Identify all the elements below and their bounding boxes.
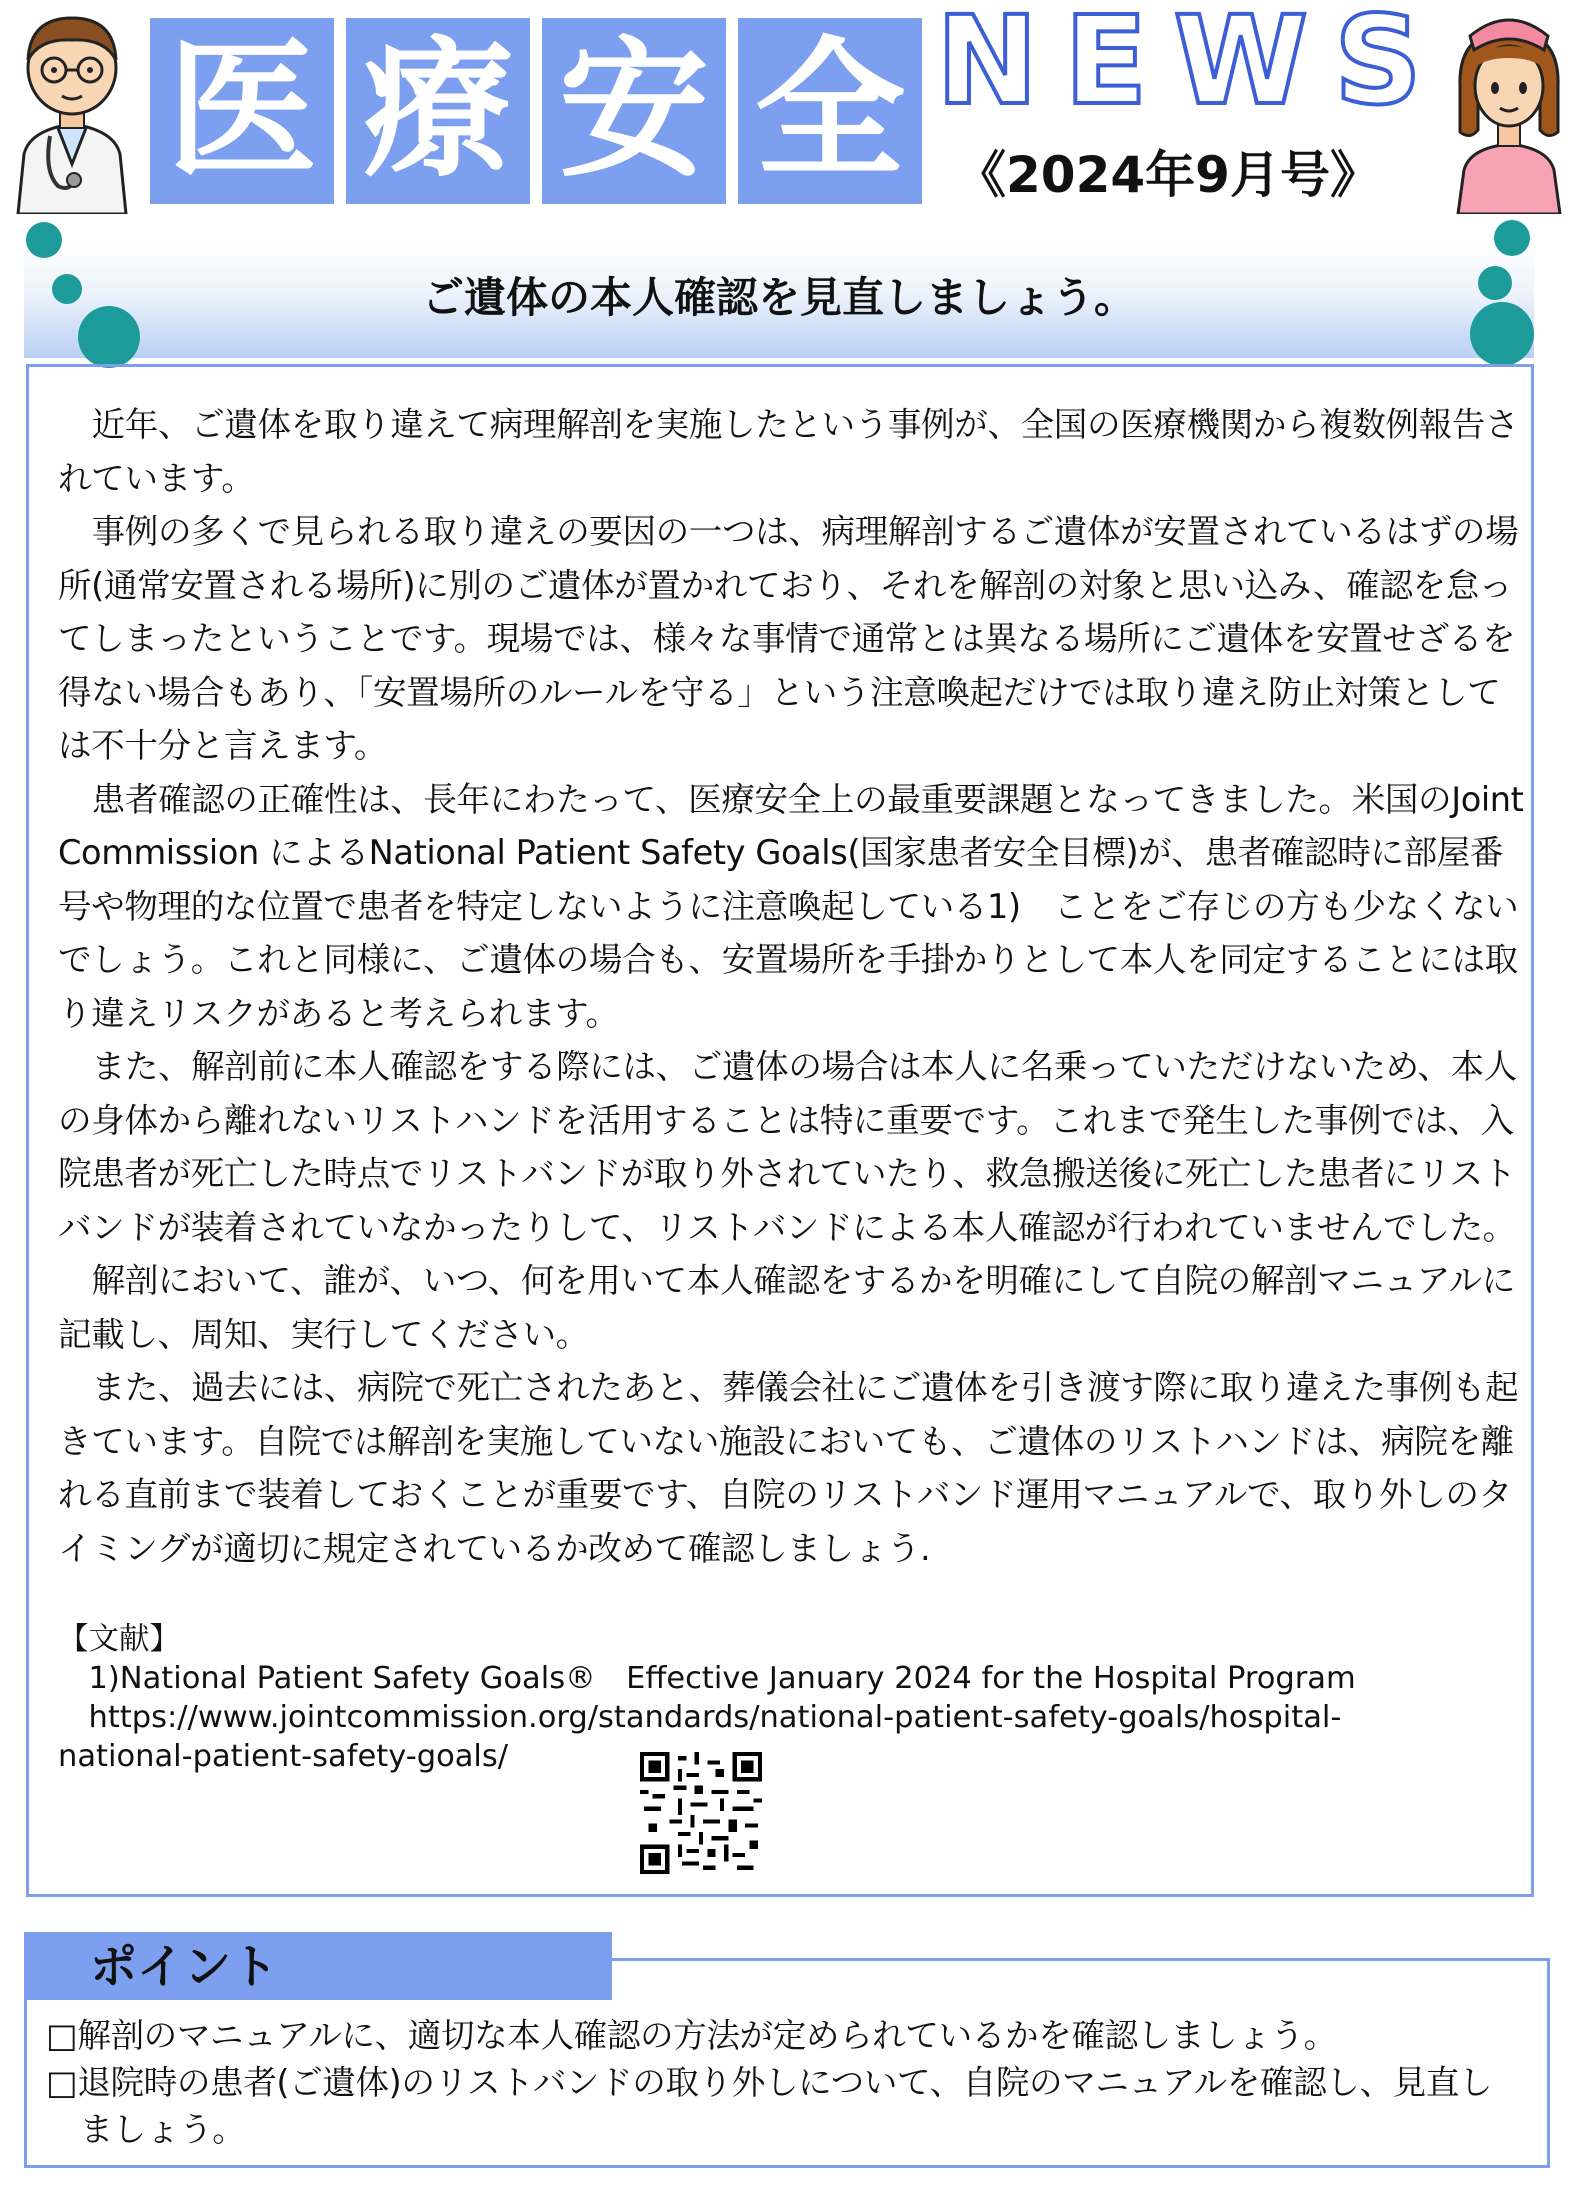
reference-url: https://www.jointcommission.org/standards/national-patient-safety-goals/hospital- — [88, 1700, 1342, 1735]
nurse-illustration — [1448, 2, 1570, 214]
points-label: ポイント — [90, 1940, 278, 1995]
article-title: ご遺体の本人確認を見直しましょう。 — [421, 273, 1136, 322]
point-item: □解剖のマニュアルに、適切な本人確認の方法が定められているかを確認しましょう。 — [46, 2016, 1337, 2055]
article-paragraph: また、過去には、病院で死亡されたあと、葬儀会社にご遺体を引き渡す際に取り違えた事例も起きています。自院では解剖を実施していない施設においても、ご遺体のリストハンドは、病院を離れる直前まで装着しておくことが重要です、自院のリストバンド運用マニュアルで、取り外しのタイミングが適切に規定されているか改めて確認しましょう. — [58, 1368, 1519, 1568]
article-paragraph: 解剖において、誰が、いつ、何を用いて本人確認をするかを明確にして自院の解剖マニュアルに記載し、周知、実行してください。 — [58, 1261, 1515, 1354]
article-paragraph: また、解剖前に本人確認をする際には、ご遺体の場合は本人に名乗っていただけないため、本人の身体から離れないリストハンドを活用することは特に重要です。これまで発生した事例では、入院患者が死亡した時点でリストバンドが取り外されていたり、救急搬送後に死亡した患者にリストバンドが装着されていなかったりして、リストバンドによる本人確認が行われていませんでした。 — [58, 1047, 1517, 1247]
news-label: NEWS — [936, 0, 1448, 132]
point-item: □退院時の患者(ご遺体)のリストバンドの取り外しについて、自院のマニュアルを確認し、見直しましょう。 — [46, 2063, 1493, 2149]
issue-label: 《2024年9月号》 — [956, 146, 1380, 204]
article-paragraph: 患者確認の正確性は、長年にわたって、医療安全上の最重要課題となってきました。米国のJoint Commission によるNational Patient Safety Goals(国家患者安全目標)が、患者確認時に部屋番号や物理的な位置で患者を特定しないように注意喚起している1) ことをご存じの方も少なくないでしょう。これと同様に、ご遺体の場合も、安置場所を手掛かりとして本人を同定することには取り違えリスクがあると考えられます。 — [58, 779, 1524, 1033]
points-list — [46, 2012, 1516, 2153]
references — [58, 1620, 1532, 1776]
article-body — [58, 398, 1532, 1575]
qr-code — [640, 1752, 762, 1874]
doctor-illustration — [14, 4, 130, 214]
reference-url: national-patient-safety-goals/ — [58, 1739, 509, 1774]
article-paragraph: 近年、ご遺体を取り違えて病理解剖を実施したという事例が、全国の医療機関から複数例報告されています。 — [58, 405, 1519, 498]
title-tile-3: 安 — [542, 18, 726, 204]
decor-dot — [1494, 220, 1530, 256]
reference-item: 1)National Patient Safety Goals® Effective January 2024 for the Hospital Program — [88, 1661, 1356, 1696]
references-heading: 【文献】 — [58, 1622, 180, 1657]
title-tile-2: 療 — [346, 18, 530, 204]
title-tile-1: 医 — [150, 18, 334, 204]
article-paragraph: 事例の多くで見られる取り違えの要因の一つは、病理解剖するご遺体が安置されているはずの場所(通常安置される場所)に別のご遺体が置かれており、それを解剖の対象と思い込み、確認を怠ってしまったということです。現場では、様々な事情で通常とは異なる場所にご遺体を安置せざるを得ない場合もあり、「安置場所のルールを守る」という注意喚起だけでは取り違え防止対策としては不十分と言えます。 — [58, 512, 1519, 765]
title-tile-4: 全 — [738, 18, 922, 204]
decor-dot — [26, 222, 62, 258]
